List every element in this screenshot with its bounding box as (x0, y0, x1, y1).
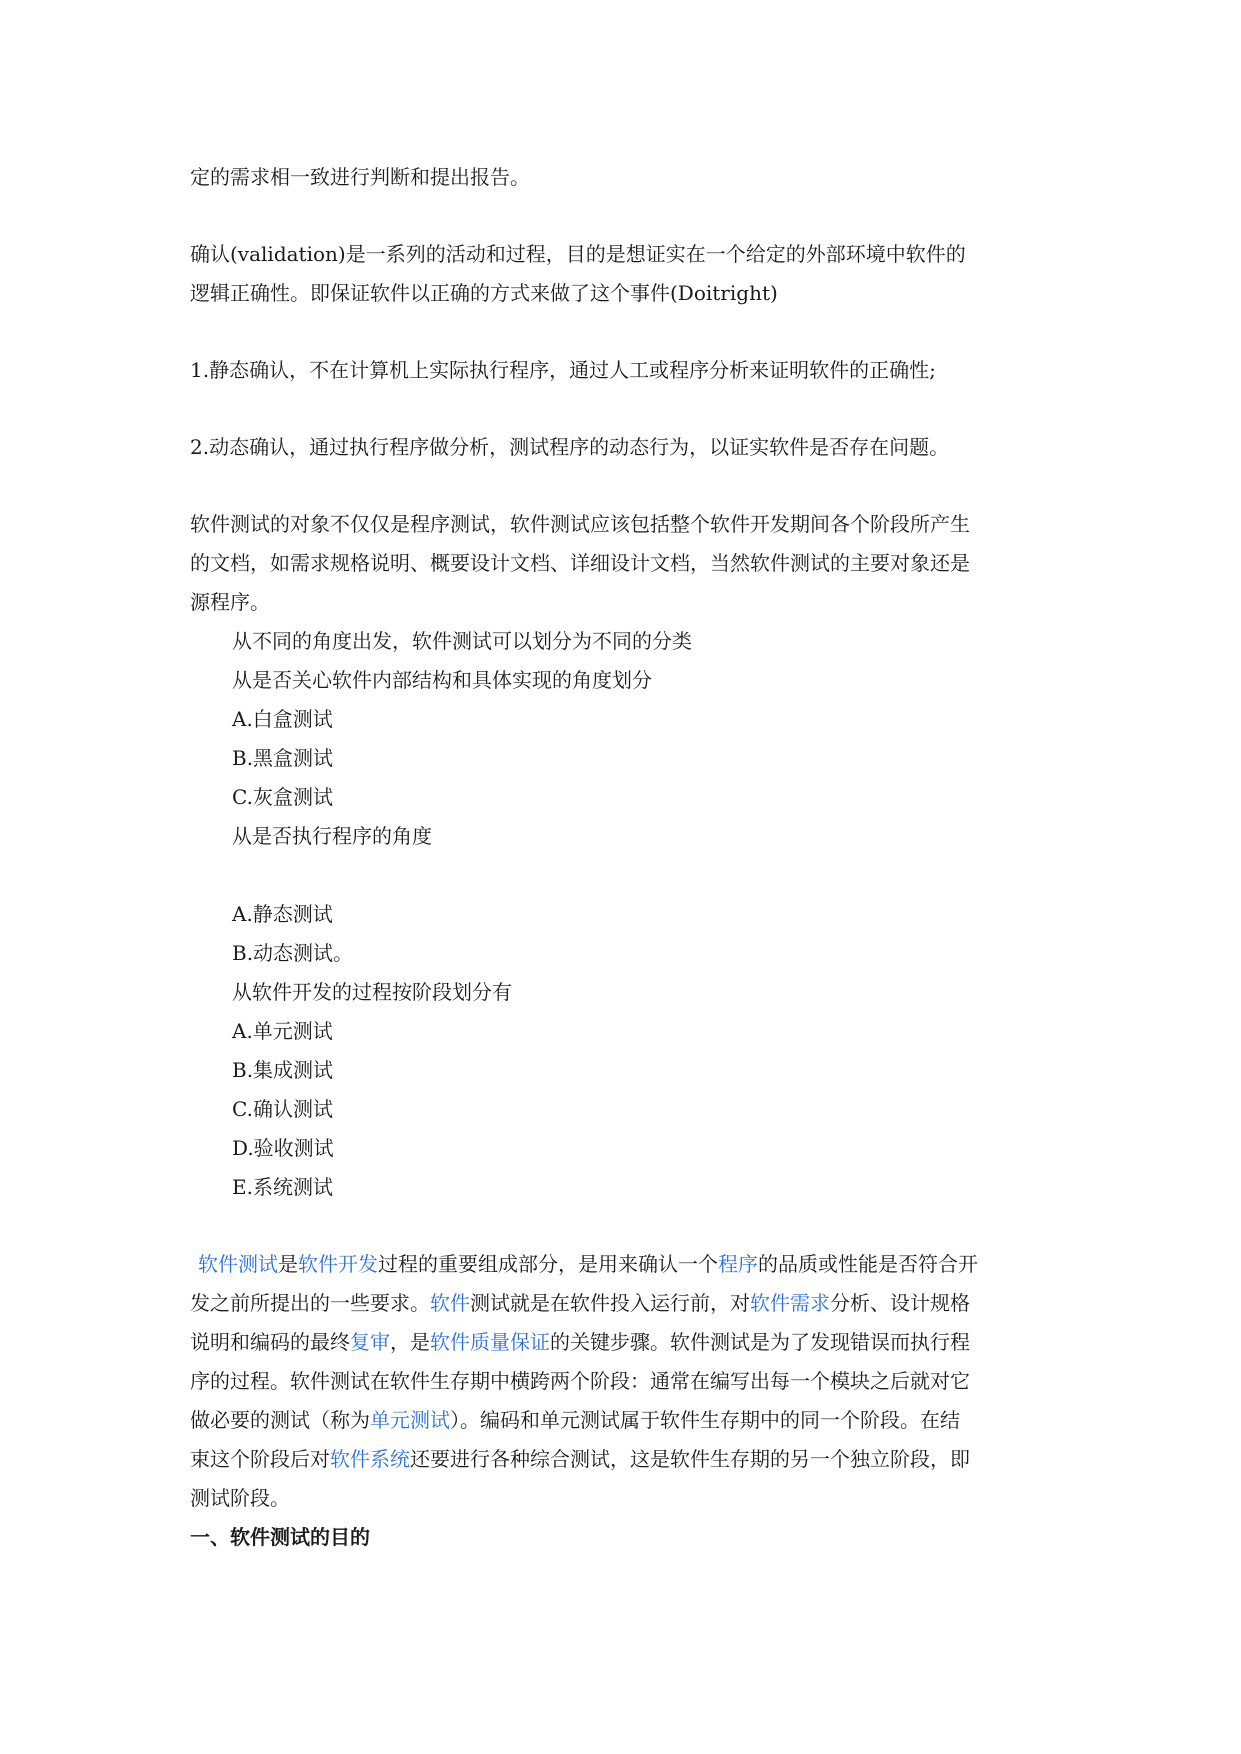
paragraph-software-testing-definition (190, 1245, 1060, 1518)
link-software-system[interactable]: 软件系统 (330, 1447, 410, 1471)
definition-line-5 (190, 1401, 1060, 1440)
text-run: 说明和编码的最终 (190, 1330, 350, 1354)
link-review[interactable]: 复审 (350, 1330, 390, 1354)
link-software-development[interactable]: 软件开发 (298, 1252, 378, 1276)
blank-line (190, 856, 1060, 895)
list-item: D.验收测试 (232, 1136, 334, 1160)
list-item: E.系统测试 (232, 1175, 333, 1199)
validation-line-1: 确认(validation)是一系列的活动和过程，目的是想证实在一个给定的外部环境中软件的 (190, 242, 966, 266)
group-structure-title: 从是否关心软件内部结构和具体实现的角度划分 (232, 668, 652, 692)
group-execution-title: 从是否执行程序的角度 (232, 824, 432, 848)
link-software-quality-assurance[interactable]: 软件质量保证 (430, 1330, 550, 1354)
text-run: 的品质或性能是否符合开 (758, 1252, 978, 1276)
group-phase-title: 从软件开发的过程按阶段划分有 (232, 980, 512, 1004)
validation-line-2: 逻辑正确性。即保证软件以正确的方式来做了这个事件(Doitright) (190, 281, 778, 305)
definition-line-1 (190, 1245, 1060, 1284)
text-run: 做必要的测试（称为 (190, 1408, 370, 1432)
document-page (190, 158, 1060, 1557)
definition-line-7: 测试阶段。 (190, 1486, 290, 1510)
definition-line-4: 序的过程。软件测试在软件生存期中横跨两个阶段：通常在编写出每一个模块之后就对它 (190, 1369, 970, 1393)
test-objects-line-3: 源程序。 (190, 590, 270, 614)
list-item: C.确认测试 (232, 1097, 333, 1121)
list-item: A.静态测试 (232, 902, 333, 926)
section-heading: 一、软件测试的目的 (190, 1525, 370, 1549)
text-run: 束这个阶段后对 (190, 1447, 330, 1471)
list-item: B.黑盒测试 (232, 746, 334, 770)
list-item: B.动态测试。 (232, 941, 354, 965)
text-run: 还要进行各种综合测试，这是软件生存期的另一个独立阶段，即 (410, 1447, 970, 1471)
classification-section (190, 622, 1060, 1207)
link-software-testing[interactable]: 软件测试 (198, 1252, 278, 1276)
list-item: A.白盒测试 (232, 707, 333, 731)
test-objects-line-1: 软件测试的对象不仅仅是程序测试，软件测试应该包括整个软件开发期间各个阶段所产生 (190, 512, 970, 536)
definition-line-3 (190, 1323, 1060, 1362)
text-run: ）。编码和单元测试属于软件生存期中的同一个阶段。在结 (450, 1408, 960, 1432)
paragraph-test-objects (190, 505, 1060, 622)
dynamic-validation-item: 2.动态确认，通过执行程序做分析，测试程序的动态行为，以证实软件是否存在问题。 (190, 435, 950, 459)
classification-intro: 从不同的角度出发，软件测试可以划分为不同的分类 (232, 629, 692, 653)
text-run: ，是 (390, 1330, 430, 1354)
text-run: 分析、设计规格 (830, 1291, 970, 1315)
link-program[interactable]: 程序 (718, 1252, 758, 1276)
text-run: 测试就是在软件投入运行前，对 (470, 1291, 750, 1315)
link-software-requirements[interactable]: 软件需求 (750, 1291, 830, 1315)
definition-line-6 (190, 1440, 1060, 1479)
text-run: 是 (278, 1252, 298, 1276)
definition-line-2 (190, 1284, 1060, 1323)
paragraph-requirement-tail: 定的需求相一致进行判断和提出报告。 (190, 165, 530, 189)
list-item: A.单元测试 (232, 1019, 333, 1043)
list-item: B.集成测试 (232, 1058, 334, 1082)
test-objects-line-2: 的文档，如需求规格说明、概要设计文档、详细设计文档，当然软件测试的主要对象还是 (190, 551, 970, 575)
list-item: C.灰盒测试 (232, 785, 333, 809)
static-validation-item: 1.静态确认，不在计算机上实际执行程序，通过人工或程序分析来证明软件的正确性; (190, 358, 936, 382)
text-run: 发之前所提出的一些要求。 (190, 1291, 430, 1315)
paragraph-validation (190, 235, 1060, 313)
link-unit-testing[interactable]: 单元测试 (370, 1408, 450, 1432)
text-run: 的关键步骤。软件测试是为了发现错误而执行程 (550, 1330, 970, 1354)
text-run: 过程的重要组成部分，是用来确认一个 (378, 1252, 718, 1276)
link-software[interactable]: 软件 (430, 1291, 470, 1315)
